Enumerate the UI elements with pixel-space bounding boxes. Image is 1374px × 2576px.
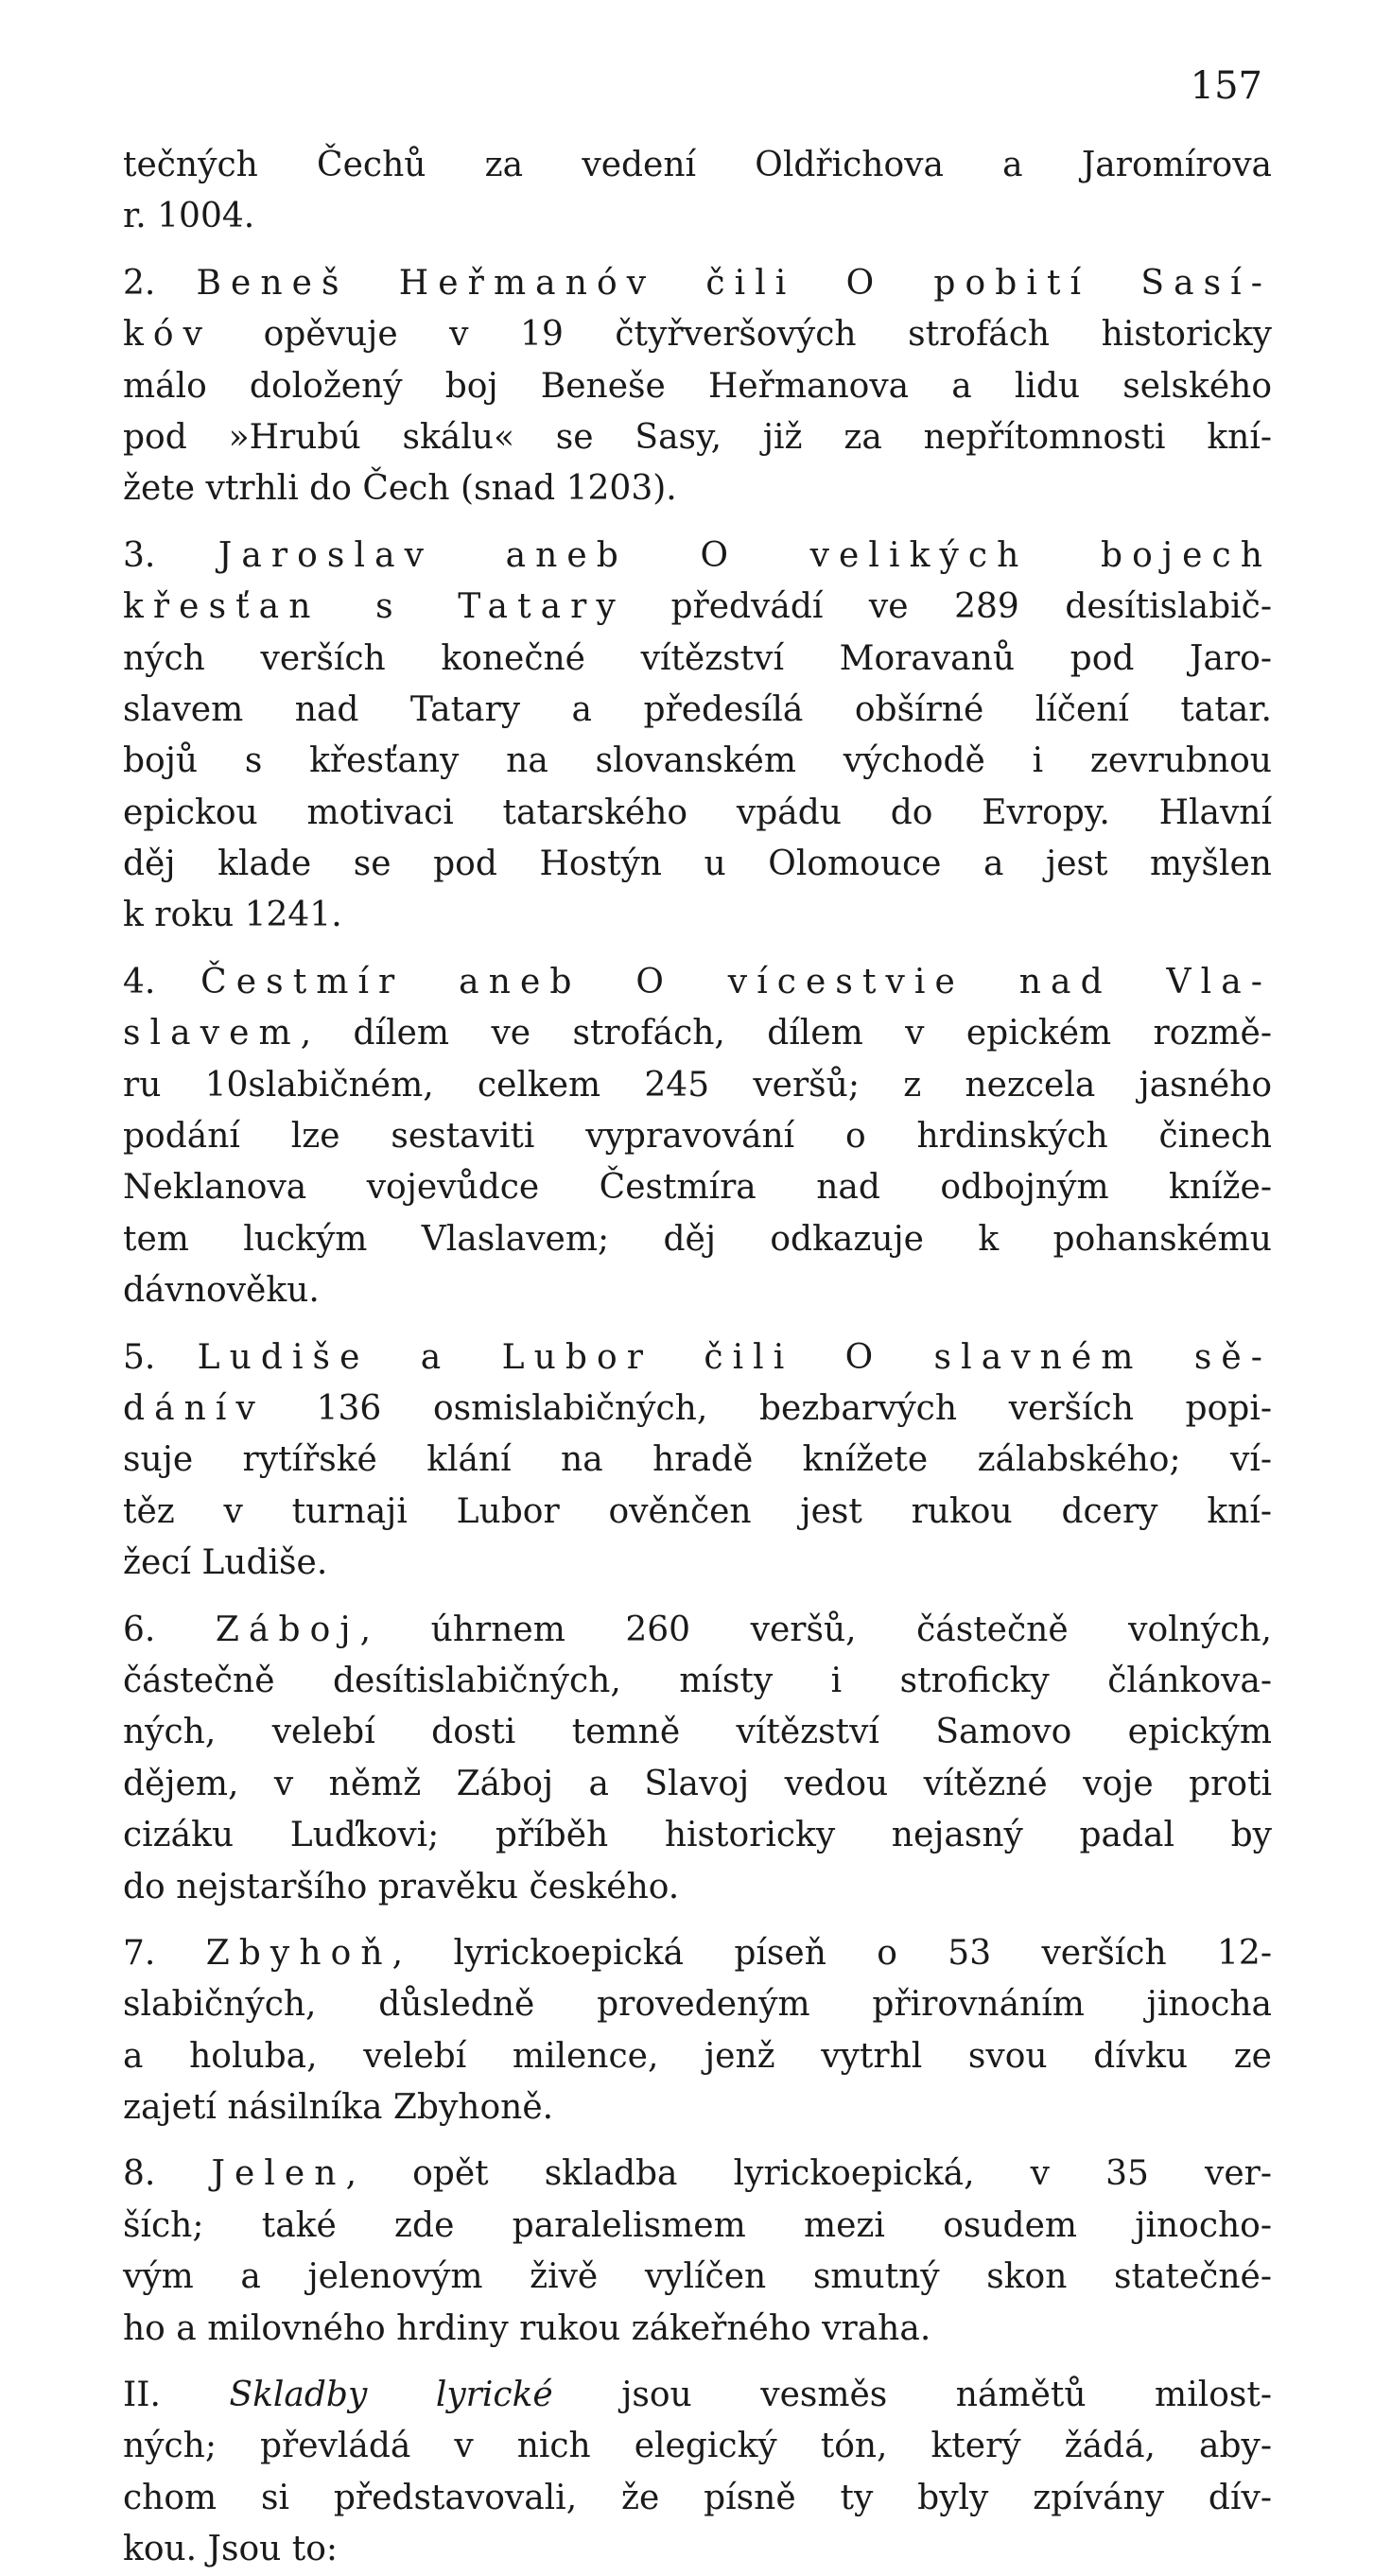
spaced-title: Záboj bbox=[215, 1610, 360, 1649]
spaced-title: křesťan s Tatary bbox=[123, 587, 625, 627]
line-text: slavem nad Tatary a předesílá obšírné líčení tatar. bbox=[123, 689, 1272, 729]
line-text: částečně desítislabičných, místy i stroficky článkova- bbox=[123, 1661, 1272, 1700]
spaced-title: Beneš Heřmanóv čili O pobití Sasí- bbox=[196, 263, 1273, 303]
line-text: , úhrnem 260 veršů, částečně volných, bbox=[359, 1610, 1272, 1649]
line-text: epickou motivaci tatarského vpádu do Evropy. Hlavní bbox=[123, 792, 1272, 832]
paragraph bbox=[123, 140, 1272, 243]
text-line bbox=[123, 1487, 1272, 1538]
spaced-title: Zbyhoň bbox=[205, 1933, 392, 1973]
line-text: málo doložený boj Beneše Heřmanova a lidu selského bbox=[123, 366, 1272, 406]
text-line bbox=[123, 258, 1272, 309]
item-number: 2. bbox=[123, 263, 197, 303]
text-line bbox=[123, 309, 1272, 360]
text-line bbox=[123, 2370, 1272, 2421]
text-line bbox=[123, 1162, 1272, 1213]
line-text: Neklanova vojevůdce Čestmíra nad odbojným kníže- bbox=[123, 1168, 1272, 1208]
text-line bbox=[123, 890, 1272, 941]
text-line bbox=[123, 1538, 1272, 1589]
italic-title: Skladby lyrické bbox=[229, 2376, 553, 2415]
line-text: těz v turnaji Lubor ověnčen jest rukou dcery kní- bbox=[123, 1491, 1272, 1531]
text-line bbox=[123, 1928, 1272, 1979]
item-number: 8. bbox=[123, 2154, 212, 2194]
spaced-title: kóv bbox=[123, 315, 213, 355]
item-number: 5. bbox=[123, 1337, 198, 1377]
line-text: opěvuje v 19 čtyřveršových strofách historicky bbox=[212, 315, 1272, 355]
text-line bbox=[123, 2149, 1272, 2200]
line-text: dějem, v němž Záboj a Slavoj vedou vítězné voje proti bbox=[123, 1764, 1272, 1803]
line-text: ších; také zde paralelismem mezi osudem jinocho- bbox=[123, 2205, 1272, 2245]
text-line bbox=[123, 361, 1272, 412]
paragraph bbox=[123, 243, 1272, 515]
text-line bbox=[123, 1435, 1272, 1486]
paragraph bbox=[123, 1317, 1272, 1590]
text-line bbox=[123, 2473, 1272, 2524]
body-text bbox=[123, 140, 1272, 2576]
paragraph bbox=[123, 942, 1272, 1317]
text-line bbox=[123, 2421, 1272, 2472]
text-line bbox=[123, 2252, 1272, 2303]
paragraph bbox=[123, 2355, 1272, 2576]
line-text: 136 osmislabičných, bezbarvých verších popi- bbox=[264, 1388, 1272, 1428]
text-line bbox=[123, 957, 1272, 1008]
line-text: ných, velebí dosti temně vítězství Samovo epickým bbox=[123, 1713, 1272, 1752]
page-number: 157 bbox=[1190, 64, 1262, 108]
text-line bbox=[123, 412, 1272, 463]
line-text: a holuba, velebí milence, jenž vytrhl svou dívku ze bbox=[123, 2036, 1272, 2076]
text-line bbox=[123, 1656, 1272, 1707]
spaced-title: Ludiše a Lubor čili O slavném sě- bbox=[197, 1337, 1272, 1377]
paragraph bbox=[123, 1913, 1272, 2134]
text-line bbox=[123, 1008, 1272, 1059]
text-line bbox=[123, 634, 1272, 685]
spaced-title: Jaroslav aneb O velikých bojech bbox=[217, 535, 1272, 575]
text-line bbox=[123, 1384, 1272, 1435]
text-line bbox=[123, 1060, 1272, 1111]
spaced-title: dánív bbox=[123, 1388, 265, 1428]
line-text: bojů s křesťany na slovanském východě i zevrubnou bbox=[123, 741, 1272, 781]
text-line bbox=[123, 1111, 1272, 1162]
line-text: suje rytířské klání na hradě knížete zálabského; ví- bbox=[123, 1440, 1272, 1480]
paragraph-gap bbox=[123, 515, 1272, 531]
text-line bbox=[123, 2304, 1272, 2355]
line-text: slabičných, důsledně provedeným přirovnáním jinocha bbox=[123, 1985, 1272, 2025]
item-number: II. bbox=[123, 2376, 230, 2415]
line-text: r. 1004. bbox=[123, 197, 255, 236]
paragraph-gap bbox=[123, 2133, 1272, 2149]
text-line bbox=[123, 2082, 1272, 2133]
line-text: pod »Hrubú skálu« se Sasy, již za nepřítomnosti kní- bbox=[123, 417, 1272, 457]
line-text: děj klade se pod Hostýn u Olomouce a jest myšlen bbox=[123, 844, 1272, 884]
text-line bbox=[123, 1862, 1272, 1913]
text-line bbox=[123, 1605, 1272, 1656]
paragraph bbox=[123, 515, 1272, 942]
paragraph-gap bbox=[123, 942, 1272, 957]
line-text: podání lze sestaviti vypravování o hrdinských činech bbox=[123, 1117, 1272, 1157]
line-text: k roku 1241. bbox=[123, 896, 342, 935]
line-text: ho a milovného hrdiny rukou zákeřného vraha. bbox=[123, 2308, 931, 2348]
line-text: žete vtrhli do Čech (snad 1203). bbox=[123, 469, 677, 509]
line-text: do nejstaršího pravěku českého. bbox=[123, 1867, 680, 1906]
text-line bbox=[123, 1265, 1272, 1316]
line-text: ných; převládá v nich elegický tón, který žádá, aby- bbox=[123, 2427, 1272, 2466]
paragraph-gap bbox=[123, 1590, 1272, 1605]
line-text: jsou vesměs námětů milost- bbox=[552, 2376, 1272, 2415]
text-line bbox=[123, 2201, 1272, 2252]
text-line bbox=[123, 736, 1272, 787]
item-number: 6. bbox=[123, 1610, 216, 1649]
text-line bbox=[123, 531, 1272, 582]
line-text: dávnověku. bbox=[123, 1271, 320, 1311]
paragraph bbox=[123, 2133, 1272, 2355]
line-text: kou. Jsou to: bbox=[123, 2530, 339, 2569]
text-line bbox=[123, 1214, 1272, 1265]
text-line bbox=[123, 140, 1272, 191]
text-line bbox=[123, 788, 1272, 839]
text-line bbox=[123, 191, 1272, 242]
line-text: chom si představovali, že písně ty byly zpívány dív- bbox=[123, 2478, 1272, 2517]
paragraph bbox=[123, 1590, 1272, 1913]
spaced-title: slavem bbox=[123, 1014, 301, 1053]
line-text: cizáku Luďkovi; příběh historicky nejasný padal by bbox=[123, 1816, 1272, 1855]
text-line bbox=[123, 685, 1272, 736]
item-number: 4. bbox=[123, 962, 201, 1001]
item-number: 7. bbox=[123, 1933, 206, 1973]
text-line bbox=[123, 1810, 1272, 1861]
text-line bbox=[123, 463, 1272, 514]
line-text: tečných Čechů za vedení Oldřichova a Jaromírova bbox=[123, 146, 1272, 184]
spaced-title: Jelen bbox=[211, 2154, 346, 2194]
paragraph-gap bbox=[123, 1913, 1272, 1928]
item-number: 3. bbox=[123, 535, 218, 575]
text-line bbox=[123, 1759, 1272, 1810]
line-text: , dílem ve strofách, dílem v epickém rozmě- bbox=[300, 1014, 1272, 1053]
text-line bbox=[123, 1707, 1272, 1758]
text-line bbox=[123, 2031, 1272, 2082]
line-text: , lyrickoepická píseň o 53 verších 12- bbox=[391, 1933, 1272, 1973]
paragraph-gap bbox=[123, 243, 1272, 258]
line-text: ru 10slabičném, celkem 245 veršů; z nezcela jasného bbox=[123, 1065, 1272, 1105]
line-text: tem luckým Vlaslavem; děj odkazuje k pohanskému bbox=[123, 1219, 1272, 1259]
line-text: vým a jelenovým živě vylíčen smutný skon statečné- bbox=[123, 2257, 1272, 2297]
line-text: zajetí násilníka Zbyhoně. bbox=[123, 2088, 554, 2128]
text-line bbox=[123, 1979, 1272, 2030]
line-text: ných verších konečné vítězství Moravanů pod Jaro- bbox=[123, 638, 1272, 678]
text-line bbox=[123, 2524, 1272, 2575]
line-text: předvádí ve 289 desítislabič- bbox=[624, 587, 1273, 627]
text-line bbox=[123, 839, 1272, 890]
paragraph-gap bbox=[123, 1317, 1272, 1332]
paragraph-gap bbox=[123, 2355, 1272, 2370]
text-line bbox=[123, 582, 1272, 633]
text-line bbox=[123, 1332, 1272, 1384]
spaced-title: Čestmír aneb O vícestvie nad Vla- bbox=[200, 962, 1272, 1001]
line-text: , opět skladba lyrickoepická, v 35 ver- bbox=[345, 2154, 1272, 2194]
line-text: žecí Ludiše. bbox=[123, 1543, 328, 1583]
